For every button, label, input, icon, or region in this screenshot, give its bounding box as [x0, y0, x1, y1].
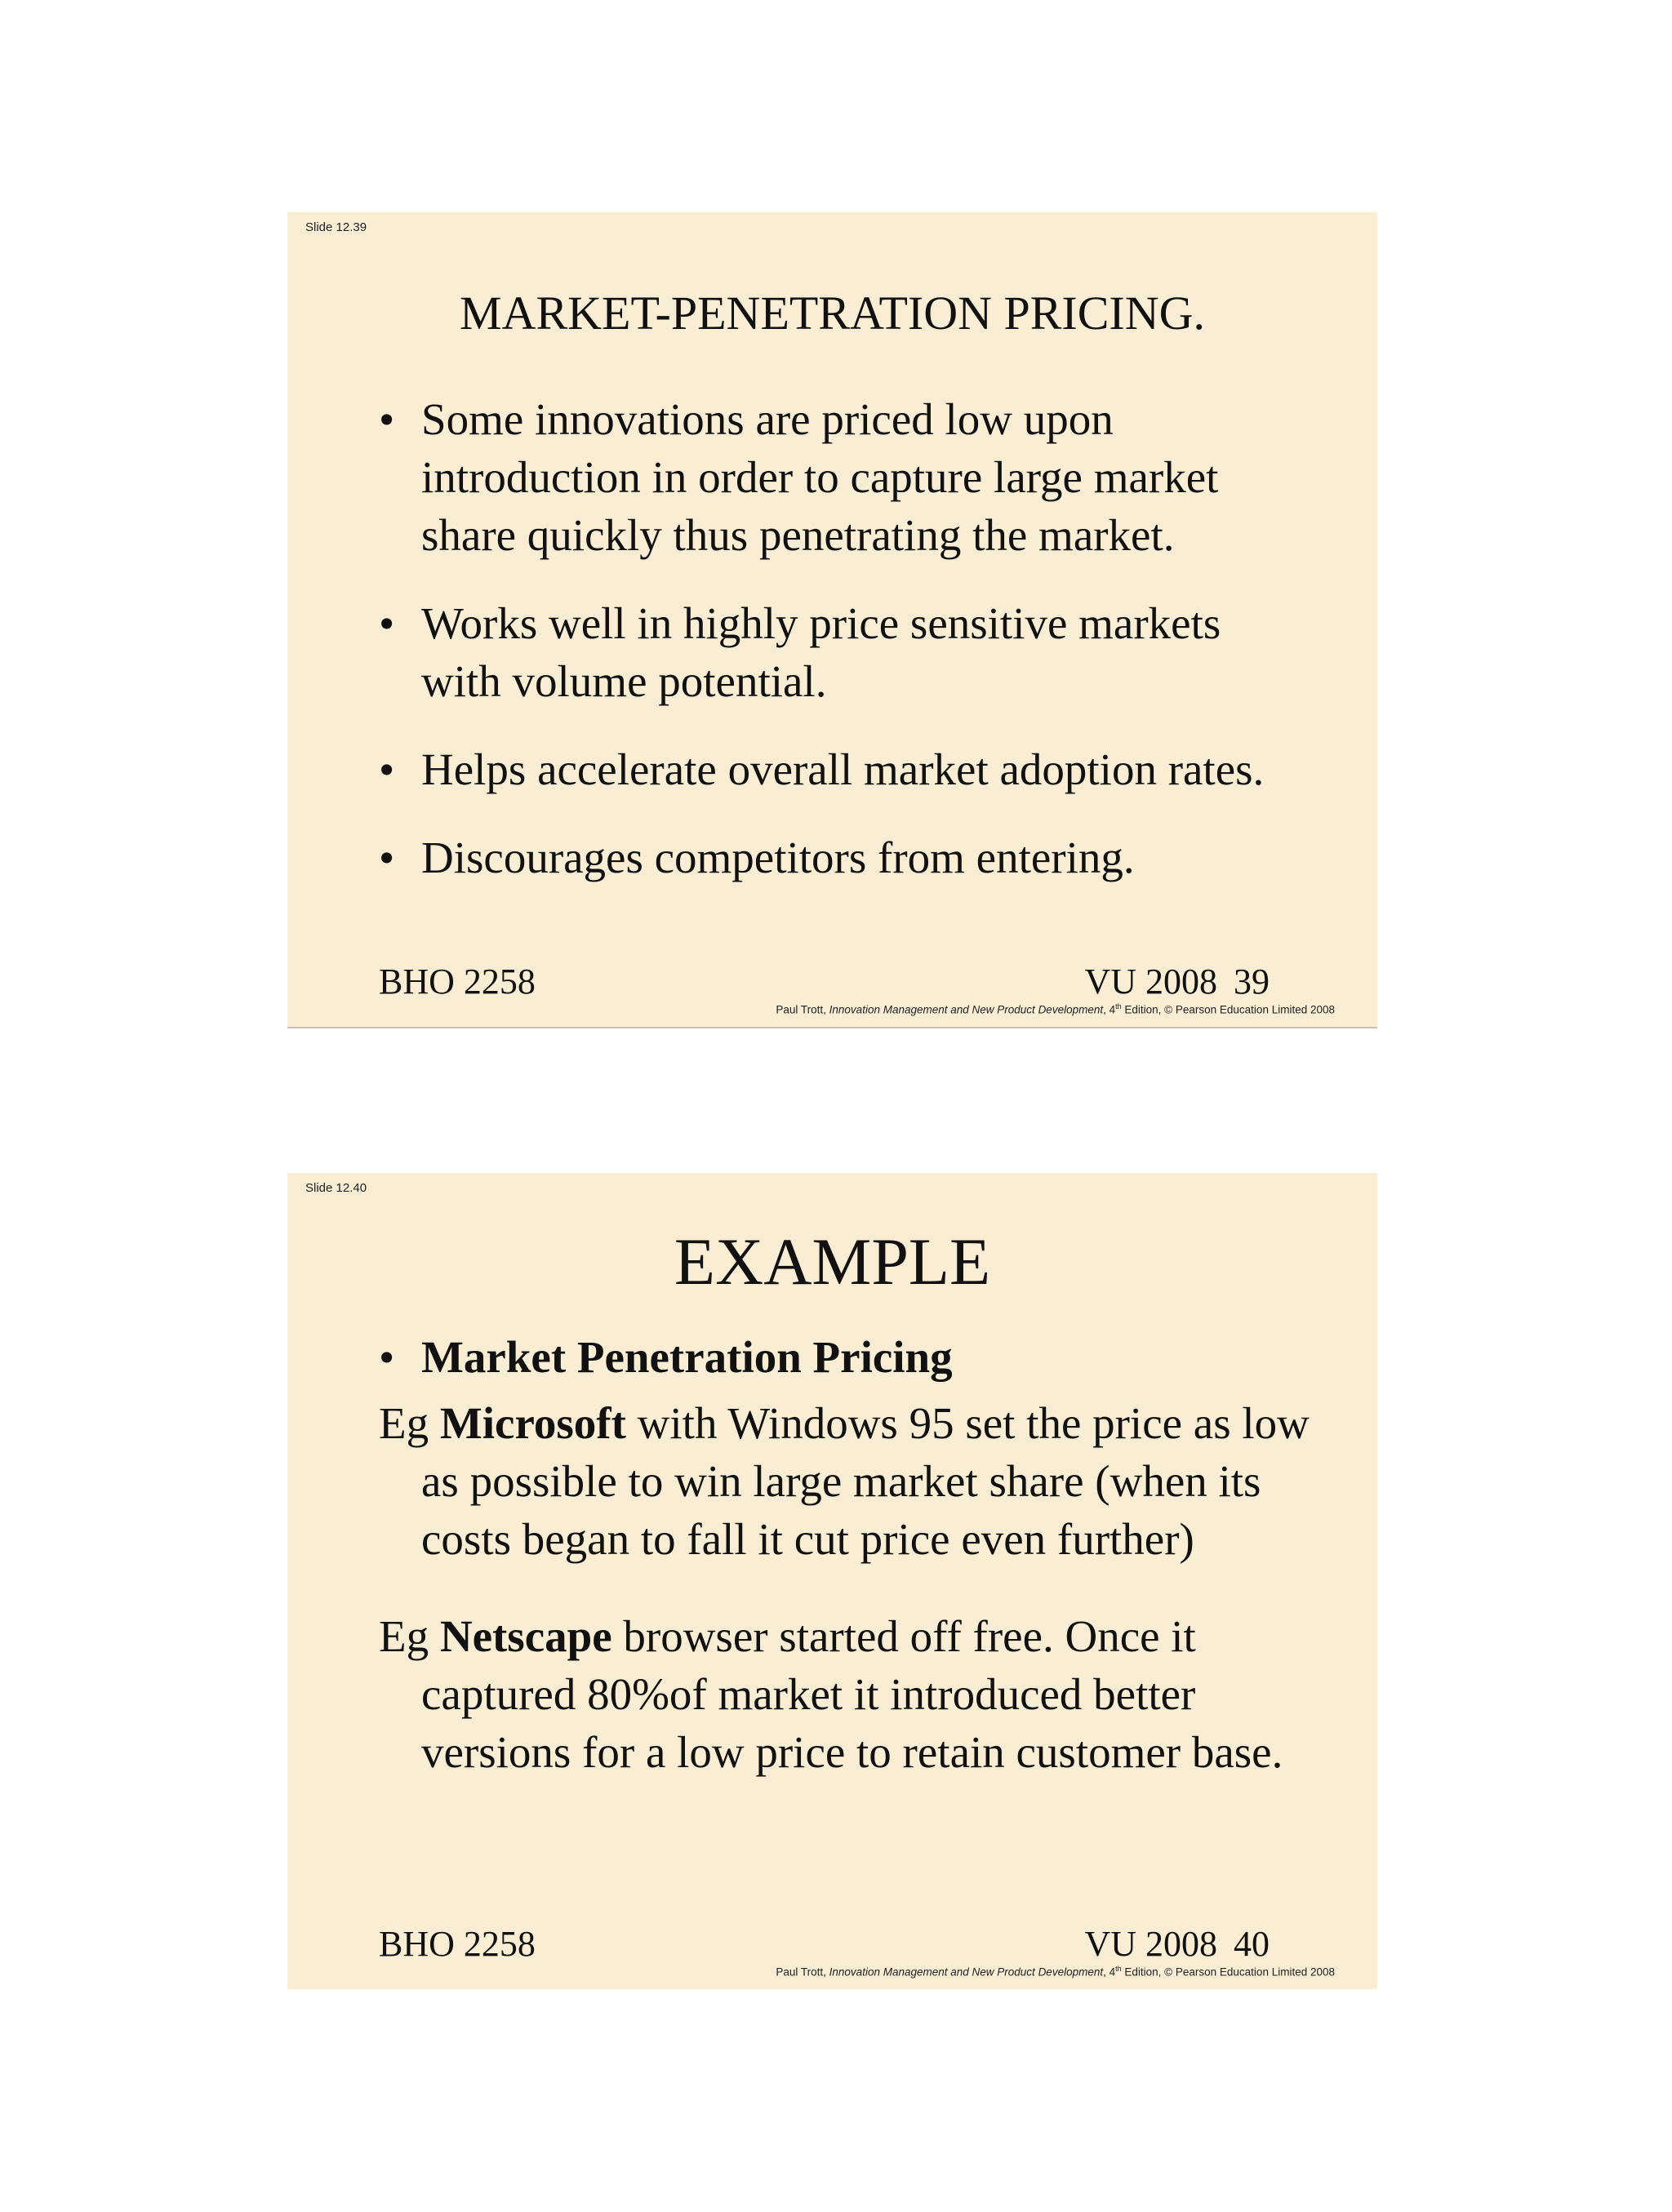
- example-paragraph: [379, 1607, 1310, 1781]
- example-company: Microsoft: [439, 1398, 626, 1448]
- credit-rest: Edition, © Pearson Education Limited 2008: [1121, 1003, 1335, 1015]
- bullet-icon: •: [379, 598, 395, 648]
- example-text: browser started off free. Once it captured 80%of market it introduced better versions for a low price to retain customer base.: [421, 1611, 1283, 1777]
- credit-edition: , 4: [1103, 1003, 1116, 1015]
- example-content: [379, 1328, 1310, 1811]
- page-number: 40: [1234, 1924, 1270, 1964]
- bullet-item: [379, 594, 1310, 710]
- bullet-item: [379, 828, 1310, 886]
- example-prefix: Eg: [379, 1398, 440, 1448]
- credit-edition-sup: th: [1115, 1964, 1122, 1973]
- footer-label: VU 2008: [1084, 1924, 1217, 1964]
- credit-edition: , 4: [1103, 1965, 1116, 1978]
- bullet-item: [379, 740, 1310, 798]
- course-code: BHO 2258: [379, 1924, 536, 1964]
- footer-label: VU 2008: [1084, 962, 1217, 1002]
- bullet-text: Works well in highly price sensitive markets with volume potential.: [421, 598, 1221, 706]
- bullet-text: Some innovations are priced low upon introduction in order to capture large market share quickly thus penetrating the market.: [421, 394, 1219, 560]
- bullet-text: Discourages competitors from entering.: [421, 833, 1135, 882]
- source-credit: [776, 1965, 1335, 1979]
- credit-book: Innovation Management and New Product Development: [829, 1965, 1104, 1978]
- bullet-icon: •: [379, 833, 395, 882]
- bullet-text: Helps accelerate overall market adoption rates.: [421, 744, 1265, 794]
- bullet-heading: Market Penetration Pricing: [421, 1332, 953, 1382]
- example-text: with Windows 95 set the price as low as possible to win large market share (when its costs began to fall it cut price even further): [421, 1398, 1310, 1564]
- credit-author: Paul Trott,: [776, 1003, 829, 1015]
- bullet-icon: •: [379, 744, 395, 794]
- credit-book: Innovation Management and New Product Development: [829, 1003, 1104, 1015]
- slide-12-40: [287, 1173, 1377, 1989]
- bullet-item: [379, 1328, 1310, 1386]
- slide-number-label: Slide 12.39: [305, 220, 367, 234]
- page-footer: [1084, 962, 1270, 1002]
- slide-number-label: Slide 12.40: [305, 1181, 367, 1195]
- slide-title: MARKET-PENETRATION PRICING.: [460, 286, 1205, 340]
- slide-title: EXAMPLE: [674, 1224, 991, 1299]
- page-number: 39: [1234, 962, 1270, 1002]
- bullet-icon: •: [379, 1332, 395, 1382]
- credit-rest: Edition, © Pearson Education Limited 2008: [1121, 1965, 1335, 1978]
- credit-edition-sup: th: [1115, 1002, 1122, 1011]
- slide-12-39: [287, 212, 1377, 1028]
- source-credit: [776, 1002, 1335, 1016]
- example-paragraph: [379, 1394, 1310, 1568]
- bullet-item: [379, 390, 1310, 564]
- page-footer: [1084, 1924, 1270, 1965]
- example-prefix: Eg: [379, 1611, 440, 1661]
- bullet-list: [379, 390, 1310, 917]
- course-code: BHO 2258: [379, 962, 536, 1002]
- credit-author: Paul Trott,: [776, 1965, 829, 1978]
- bullet-icon: •: [379, 394, 395, 444]
- example-company: Netscape: [439, 1611, 612, 1661]
